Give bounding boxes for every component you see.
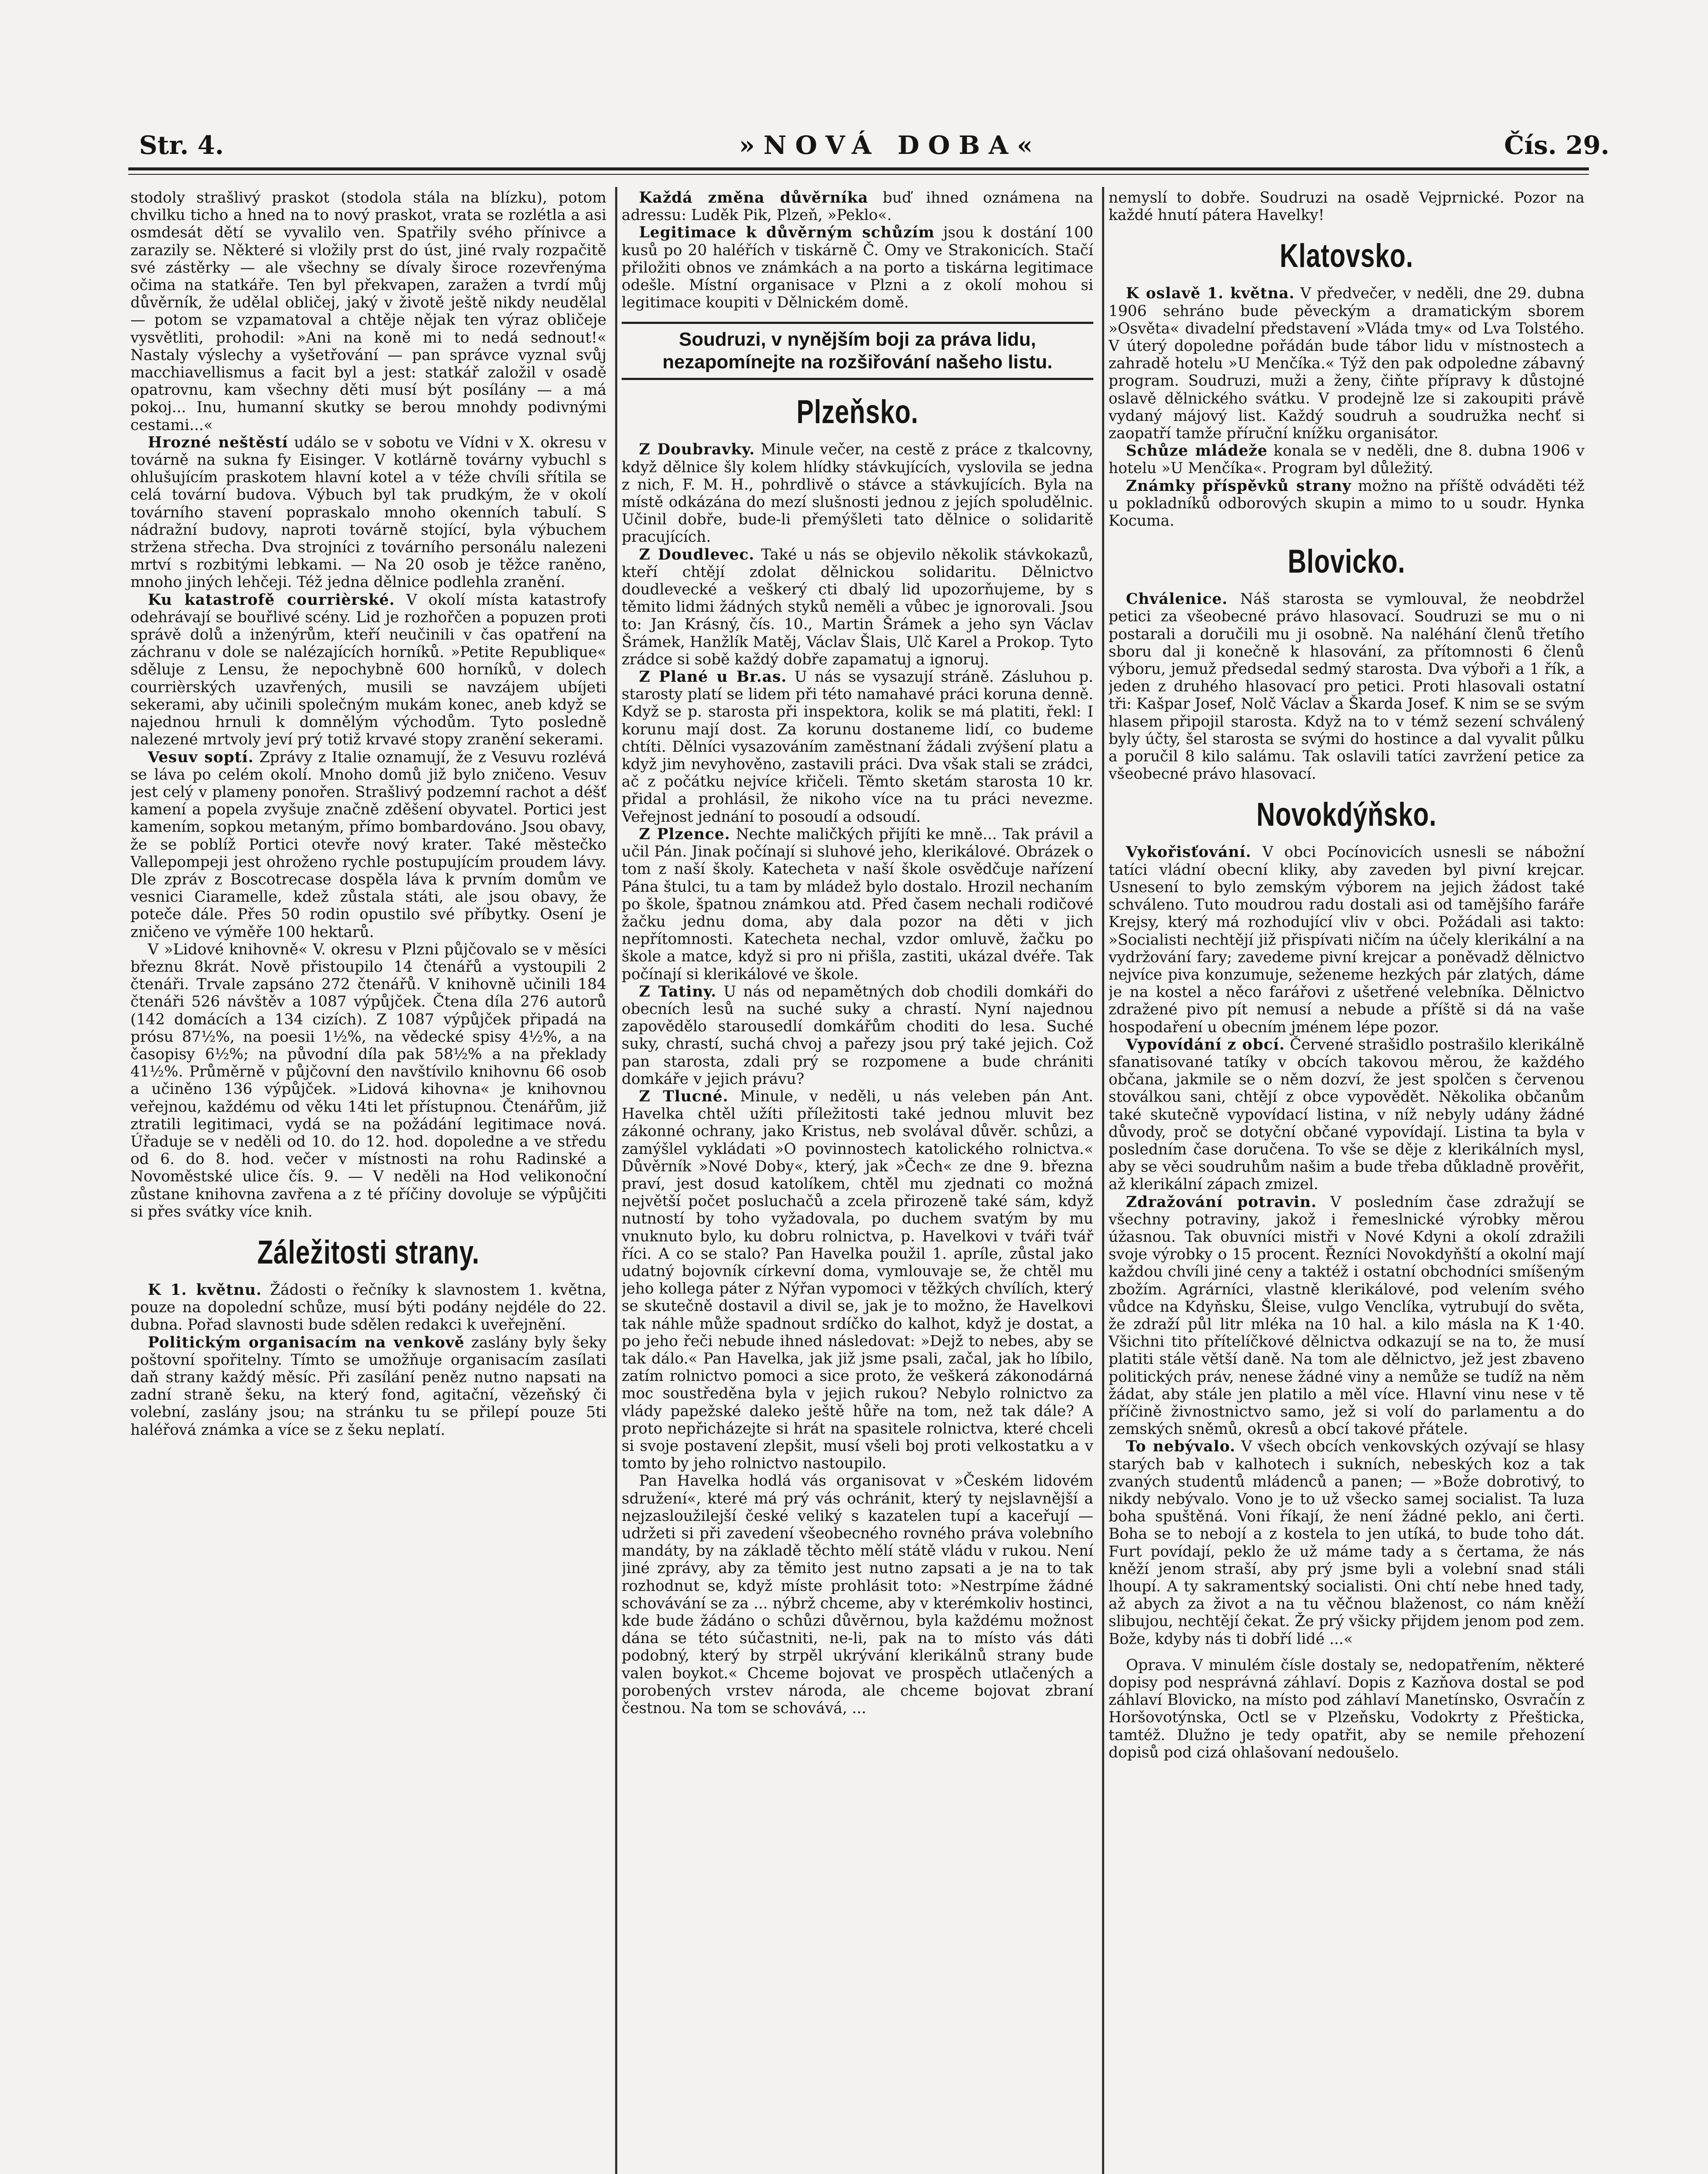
article-organisations: Politickým organisacím na venkově zaslány byly šeky poštovní spořitelny. Tímto se umožňuje organisacím zasílati daň strany každý měsíc. Při zasílání peněz nutno napsati na zadní straně šeku, na který fond, agitační, vězeňský či volební, zaslány jsou; na stránku tu se přilepí pouze 5ti haléřová známka a více se z šeku neplatí.	[130, 1334, 606, 1439]
header-rule-thin	[128, 174, 1589, 175]
article-heading: Schůze mládeže	[1126, 442, 1268, 460]
article-courrieres: Ku katastrofě courrièrské. V okolí místa katastrofy odehrávají se bouřlivé scény. Lid je rozhořčen a popuzen proti správě dolů a inženýrům, kteří neučinili v čas opatření na záchranu v dole se nalézajících horníků. »Petite Republique« sděluje z Lensu, že nepochybně 600 horníků, v dolech courrièrských uzavřených, musili se navzájem ubíjeti sekerami, aby učinili společným mukám konec, aneb když se najednou hrnuli k domnělým východům. Tyto posledně nalezené mrtvoly jeví prý totiž krvavé stopy zranění sekerami.	[130, 591, 606, 749]
article-heading: Vypovídání z obcí.	[1126, 1036, 1285, 1054]
article-heading: Chválenice.	[1126, 590, 1228, 608]
report-party-stamps: Známky příspěvků strany možno na příště odváděti též u pokladníků odborových skupin a mimo to u soudr. Hynka Kocuma.	[1109, 477, 1585, 530]
section-heading-klatovsko: Klatovsko.	[1279, 237, 1414, 275]
report-may-celebration: K oslavě 1. května. V předvečer, v neděli, dne 29. dubna 1906 sehráno bude pěveckým a dramatickým sborem »Osvěta« divadelní představení »Vláda tmy« od Lva Tolstého. V úterý dopoledne pořádán bude tábor lidu v místnostech a zahradě hotelu »U Menčíka.« Týž den pak odpoledne zábavný program. Soudruzi, muži a ženy, čiňte přípravy k důstojné oslavě dělnického svátku. V prodejně lze si zakoupiti právě vydaný májový list. Každý soudruh a soudružka nechť si zaopatří tamže příruční knížku organisátor.	[1109, 285, 1585, 443]
article-heading: To nebývalo.	[1126, 1438, 1236, 1456]
report-never-was: To nebývalo. V všech obcích venkovských ozývají se hlasy starých bab v kalhotech i sukních, nebeských koz a tak zvaných studentů mládenců a panen; — »Bože dobrotivý, to nikdy nebývalo. Vono je to už všecko samej socialist. Ta luza boha spuštěná. Voni říkají, že není žádné peklo, ani čerti. Boha se to nebojí a z kostela to jen utíká, to bude toho dát. Furt povídají, peklo že už máme tady a s čertama, že nás kněží jenom straší, aby prý jsme byli a volební snad stáli lhoupí. A ty sakramentský socialisti. Oni chtí nebe hned tady, až abych za život a na tu věčnou blaženost, co nám kněží slibujou, nechtějí čekat. Že prý všicky přijdem jenom pod zem. Bože, kdyby nás ti dobří lidé ...«	[1109, 1438, 1585, 1648]
section-heading-blovicko: Blovicko.	[1288, 543, 1405, 580]
report-plzenec: Z Plzence. Nechte maličkých přijíti ke mně... Tak právil a učil Pán. Jinak počínají si sluhové jeho, klerikálové. Obrázek o tom z naší školy. Katecheta v naší škole osvědčuje nařízení Pána štulci, tu a tam by mládež bylo dostalo. Hrozil nechaním po škole, špatnou známkou atd. Před časem nechali rodičové žačku jednu doma, aby dala pozor na děti v jich nepřítomnosti. Katecheta nechal, vzdor omluvě, žačku po škole a matce, když si pro ni přišla, zastiti, ukázal dvéře. Tak počínají si klerikálové ve škole.	[622, 825, 1093, 983]
issue-number: Čís. 29.	[1504, 130, 1610, 160]
article-heading: Z Doubravky.	[639, 441, 755, 459]
article-vesuvius: Vesuv soptí. Zprávy z Italie oznamují, že z Vesuvu rozlévá se láva po celém okolí. Mnoho domů již bylo zničeno. Vesuv jest celý v plameny ponořen. Strašlivý podzemní rachot a déšť kamení a popela zvyšuje značně zděšení obyvatel. Portici jest kamením, sopkou metaným, přímo bombardováno. Jsou obavy, že se poblíž Portici otevře nový krater. Také městečko Vallepompeji jest ohroženo rychle postupujícím proudem lávy. Dle zpráv z Boscotrecase dospěla láva k prvním domům ve vesnici Ciaramelle, kdež zůstala státi, ale jsou obavy, že poteče dále. Přes 50 rodin opustilo své příbytky. Osení je zničeno ve výměře 100 hektarů.	[130, 748, 606, 941]
report-doubravka: Z Doubravky. Minule večer, na cestě z práce z tkalcovny, když dělnice šly kolem hlídky stávkujících, vyslovila se jedna z nich, F. M. H., pohrdlivě o stávce a stávkujících. Byla na místě odkázána do mezí slušnosti jednou z jejích spoludělnic. Učinil dobře, bude-li přemýšleti tato dělnice o solidaritě pracujících.	[622, 441, 1093, 546]
column-1	[130, 189, 606, 2174]
report-tatiny: Z Tatiny. U nás od nepamětných dob chodili domkáři do obecních lesů na suché suky a chrastí. Nyní najednou zapovědělo starousedlí domkářům choditi do lesa. Suché suky, chrastí, suchá chvoj a pařezy jsou prý také jejich. Což pan starosta, zdali prý se rozpomene a bude chrániti domkáře v jejich právu?	[622, 983, 1093, 1088]
article-heading: Vesuv soptí.	[148, 748, 254, 766]
section-heading-novokdynsko: Novokdýňsko.	[1256, 796, 1437, 834]
report-chvalenice: Chválenice. Náš starosta se vymlouval, že neobdržel petici za všeobecné právo hlasovací. Soudruzi se mu o ni postarali a doručili mu ji osobně. Na naléhání členů třetího sboru dal ji konečně k hlasování, za přítomnosti 6 členů výboru, jemuž předsedal sedmý starosta. Dva výboři a 1 řík, a jeden z druhého hlasovací pro petici. Proti hlasovali ostatní tři: Kašpar Josef, Nolč Václav a Škarda Josef. K nim se se svým hlasem připojil starosta. Když na to v témž sezení schválený byly účty, šel starosta se svými do hostince a dal vyvalit půlku a poručil 8 kilo salámu. Tak oslavili tatíci zavržení petice za všeobecné právo hlasovací.	[1109, 590, 1585, 783]
article-heading: K oslavě 1. května.	[1126, 285, 1295, 303]
report-expulsion: Vypovídání z obcí. Červené strašidlo postrašilo klerikálně sfanatisované tatíky v obcích takovou měrou, že každého občana, jakmile se o něm dozví, že jest spolčen s červenou stoválkou sani, chtějí z obce vypovědět. Několika občanům také skutečně vypovídací listina, v níž nebyly udány žádné důvody, proč se dotyční občané vypovídají. Listina ta byla v posledním čase doručena. To vše se děje z klerikálních mysl, aby se věci soudruhům našim a bude třeba důkladně prověřit, až klerikální zápach zmizel.	[1109, 1036, 1585, 1194]
article-explosion: Hrozné neštěstí událo se v sobotu ve Vídni v X. okresu v továrně na sukna fy Eisinger. V kotlárně továrny vybuchl s ohlušujícím praskotem hlavní kotel a v téže chvíli sřítila se celá tovární budova. Výbuch byl tak prudkým, že v okolí továrního stavení popraskalo mnoho okenních tabulí. S nádražní budovy, naproti továrně stojící, byla výbuchem stržena střecha. Dva strojníci z továrního personálu nalezeni mrtví s rozbitými lebkami. — Na 20 osob je těžce raněno, mnoho jiných lehčeji. Též jedna dělnice podlehla zranění.	[130, 433, 606, 591]
column-3	[1109, 189, 1585, 2174]
column-2	[622, 189, 1093, 2174]
article-continuation: nemyslí to dobře. Soudruzi na osadě Vejprnické. Pozor na každé hnutí pátera Havelky!	[1109, 189, 1585, 224]
article-heading: Z Plané u Br.as.	[639, 668, 787, 686]
article-heading: Každá změna důvěrníka	[639, 189, 869, 207]
article-heading: Hrozné neštěstí	[148, 433, 288, 451]
article-heading: K 1. květnu.	[148, 1281, 262, 1299]
notice-legitimation: Legitimace k důvěrným schůzím jsou k dostání 100 kusů po 20 haléřích v tiskárně Č. Omy ve Strakonicích. Stačí přiložiti obnos ve známkách a na porto a tiskárna legitimace odešle. Místní organisace v Plzni a z okolí mohou si legitimace koupiti v Dělnickém domě.	[622, 224, 1093, 312]
column-divider-2	[1102, 187, 1104, 2174]
report-tlucna: Z Tlucné. Minule, v neděli, u nás veleben pán Ant. Havelka chtěl užíti příležitosti také jednou mluvit bez zákonné ochrany, jako Kristus, neb svolával důvěr. schůzi, a zamýšlel vykládati »O povinnostech katolického rolnictva.« Důvěrník »Nové Doby«, který, jak »Čech« ze dne 9. března praví, jest dosud katolíkem, chtěl mu zjednati co možná největší počet posluchačů a zcela přirozeně také sám, když nutností by toho vyžadovala, po duchem svatým by mu vnuknuto bylo, ku dobru rolnictva, p. Havelkovi v tváři tvář říci. A co se stalo? Pan Havelka použil 1. apríle, zůstal jako udatný bojovník církevní doma, vymlouvaje se, že chtěl mu jeho kollega páter z Nýřan vypomoci v těžkých chvílích, který se skutečně dostavil a divil se, jak je to možno, že Havelkovi tak náhle může spadnout srdíčko do kalhot, když je dostat, a po jeho řeči nebude ihned následovat: »Dejž to nebes, aby se tak dálo.« Pan Havelka, jak již jsme psali, začal, jak ho líbilo, zatím rolnictvo pomoci a sice proto, že veškerá zákonodárná moc soustředěna byla v jejich rukou? Nebylo rolnictvo za vlády papežské daleko ještě hůře na tom, než tak dále? A proto nepřicházejte si hrát na spasitele rolnictva, které chceli si svoje postavení zlepšit, musí všeli boj proti velkostatku a v tomto by jeho rolnictvo nastoupilo.	[622, 1087, 1093, 1473]
article-heading: Politickým organisacím na venkově	[148, 1334, 465, 1351]
report-food-prices: Zdražování potravin. V posledním čase zdražují se všechny potraviny, jakož i řemeslnické výrobky měrou úžasnou. Tak obuvníci mistři v Nové Kdyni a okolí zdražili svoje výrobky o 15 procent. Řezníci Novokdyňští a okolní mají každou chvíli jiné ceny a taktéž i ostatní obchodníci smíšeným zbožím. Agrárníci, vlastně klerikálové, pod velením svého vůdce na Kdyňsku, Šleise, vulgo Venclíka, vytrubují do světa, že zdraží půl litr mléka na 10 hal. a kilo másla na K 1·40. Všichni tito přítelíčkové dělnictva odkazují se na to, že musí platiti stále větší daně. Na tom ale dělnictvo, jež jest zbaveno politických práv, nenese žádné viny a nemůže se tudíž na něm žádat, aby stále jen platilo a měl více. Hlavní vinu nese v tě příčině živnostnictvo samo, jež si volí do parlamentu a do zemských sněmů, okresů a obcí takové přátele.	[1109, 1193, 1585, 1438]
article-heading: Legitimace k důvěrným schůzím	[639, 224, 935, 242]
header-rule-thick	[128, 167, 1589, 170]
report-plana: Z Plané u Br.as. U nás se vysazují stráně. Zásluhou p. starosty platí se lidem při této namahavé práci koruna denně. Když se p. starosta při inspektora, kolik se má platiti, řekl: I korunu mají dost. Za korunu dostaneme lidí, co budeme chtíti. Dělníci vysazováním zaměstnaní žádali zvýšení platu a když jim nevyhověno, zastavili práci. Dva však stali se zrádci, ač z počátku nejvíce křičeli. Těmto sketám starosta 10 kr. přidal a prohlásil, že nikoho více na tu práci nevezme. Veřejnost jednání to posoudí a odsoudí.	[622, 668, 1093, 826]
notice-trustee-change: Každá změna důvěrníka buď ihned oznámena na adressu: Luděk Pik, Plzeň, »Peklo«.	[622, 189, 1093, 224]
report-exploitation: Vykořisťování. V obci Pocínovicích usnesli se nábožní tatíci vládní obecní kliky, aby zaveden byl pivní krejcar. Usnesení to bylo zemským výborem na jejich žádost také schváleno. Tuto moudrou radu dostali asi od tamějšího faráře Krejsy, který má rozhodující vliv v obci. Požádali asi takto: »Socialisti nechtějí již přispívati ničím na účely klerikální a na vydržování fary; zavedeme pivní krejcar a poněvadž dělnictvo nejvíce piva konzumuje, seženeme hezkých pár zlatých, dáme je na kostel a něco farářovi z ušetřené velebníka. Dělnictvo zdražené pivo pít nemusí a nebude a příště si dá na vaše hospodaření u obecním jménem lépe pozor.	[1109, 844, 1585, 1036]
report-youth-meeting: Schůze mládeže konala se v neděli, dne 8. dubna 1906 v hotelu »U Menčíka«. Program byl důležitý.	[1109, 442, 1585, 477]
article-continuation: stodoly strašlivý praskot (stodola stála na blízku), potom chvilku ticho a hned na to nový praskot, vrata se rozlétla a asi osmdesát dětí se vyvalilo ven. Spatřily svého přínivce a zarazily se. Některé si vložily prst do úst, jiné rvaly rozpačitě své zástěrky — ale všechny se dívaly široce rozevřenýma očima na statkáře. Ten byl překvapen, zaražen a tvrdí můj důvěrník, že udělal obličej, jaký v životě ještě nikdy neudělal — potom se vzpamatoval a chtěje nějak ten výraz obličeje vysvětliti, prohodil: »Ani na koně mi to nedá sednout!« Nastaly výslechy a vyšetřování — pan správce vyznal svůj macchiavellismus a facit byl a jest: statkář založil v osadě opatrovnu, kam všechny děti musí být posílány — a má pokoj... Inu, humanní skutky se berou mnohdy podivnými cestami...«	[130, 189, 606, 434]
article-heading: Známky příspěvků strany	[1126, 477, 1352, 495]
report-tlucna-continued: Pan Havelka hodlá vás organisovat v »Českém lidovém sdružení«, které má prý vás ochránit, který ty nejslavnější a nejzasloužilejší české veliký s kazatelen tupí a kaceřují — udržeti si při zavedení všeobecného rovného práva volebního mandáty, by na základě těchto mělí státě vládu v rukou. Není jiné zprávy, aby za těmito jest nutno zapsati a je na to tak rozhodnut se, když míste prohlásit toto: »Nestrpíme žádné schovávání se za ... nýbrž chceme, aby v kterémkoliv hostinci, kde bude žádáno o schůzi důvěrnou, byla každému možnost dána se této súčastniti, ne-li, pak na to místo vás dáti podobný, který by strpěl ukrývání klerikálnů strany bude valen boykot.« Chceme bojovat ve prospěch utlačených a porobených vrstev národa, ale chceme bojovat zbraní čestnou. Na tom se schovává, ...	[622, 1472, 1093, 1717]
article-heading: Z Tlucné.	[639, 1087, 729, 1105]
newspaper-title: »NOVÁ DOBA«	[739, 130, 1042, 160]
article-heading: Ku katastrofě courrièrské.	[148, 591, 395, 609]
article-heading: Z Tatiny.	[639, 983, 717, 1000]
article-may-day: K 1. květnu. Žádosti o řečníky k slavnostem 1. května, pouze na dopolední schůze, musí býti podány nejdéle do 22. dubna. Pořad slavnosti bude sdělen redakci k uveřejnění.	[130, 1281, 606, 1334]
report-doudlevce: Z Doudlevec. Také u nás se objevilo několik stávkokazů, kteří chtějí zdolat dělnickou solidaritu. Dělnictvo doudlevecké a veškerý cti dbalý lid upozorňujeme, by s těmito lidmi žádných styků neměli a vůbec je ignorovali. Jsou to: Jan Krásný, čís. 10., Martin Šrámek a jeho syn Václav Šrámek, Hanžlík Matěj, Václav Šlais, Ulč Karel a Prokop. Tyto zrádce si sobě každý dobře zapamatuj a ignoruj.	[622, 546, 1093, 668]
section-heading-party-affairs: Záležitosti strany.	[257, 1234, 480, 1271]
correction-notice: Oprava. V minulém čísle dostaly se, nedopatřením, některé dopisy pod nesprávná záhlaví. Dopis z Kazňova dostal se pod záhlaví Blovicko, na místo pod záhlaví Manetínsko, Osvračín z Horšovotýnska, Octl se v Plzeňsku, Vodokrty z Přešticka, tamtéž. Dlužno je tedy opatřit, aby se nemile přehození dopisů pod cizá ohlašovaní nedoušelo.	[1109, 1656, 1585, 1761]
column-divider-1	[615, 187, 617, 2174]
article-heading: Z Plzence.	[639, 825, 730, 843]
article-heading: Zdražování potravin.	[1126, 1193, 1317, 1211]
article-heading: Z Doudlevec.	[639, 546, 755, 564]
article-heading: Vykořisťování.	[1126, 844, 1252, 861]
section-heading-plzensko: Plzeňsko.	[796, 393, 919, 431]
page-number: Str. 4.	[139, 130, 224, 160]
article-library: V »Lidové knihovně« V. okresu v Plzni půjčovalo se v měsíci březnu 8krát. Nově přistoupilo 14 čtenářů a vystoupili 2 čtenáři. Trvale zapsáno 272 čtenářů. V knihovně učinili 184 čtenáři 526 návštěv a 1087 výpůjček. Čtena díla 276 autorů (142 domácích a 134 cizích). Z 1087 výpůjček připadá na prósu 87½%, na poesii 1½%, na vědecké spisy 4½%, a na časopisy 6½%; na původní díla pak 58½% a na překlady 41½%. Průměrně v půjčovní den navštívilo knihovnu 66 osob a učiněno 136 výpůjček. »Lidová kihovna« je knihovnou veřejnou, každému od věku 14ti let přístupnou. Čtenářům, již ztratili legitimaci, vydá se na požádání legitimace nová. Úřaduje se v neděli od 10. do 12. hod. dopoledne a ve středu od 6. do 8. hod. večer v místnosti na rohu Radinské a Novoměstské ulice čís. 9. — V neděli na Hod velikonoční zůstane knihovna zavřena a z té příčiny dovoluje se výpůjčiti si přes svátky více knih.	[130, 940, 606, 1220]
boxed-appeal: Soudruzi, v nynějším boji za práva lidu, nezapomínejte na rozšiřování našeho listu.	[622, 322, 1093, 380]
